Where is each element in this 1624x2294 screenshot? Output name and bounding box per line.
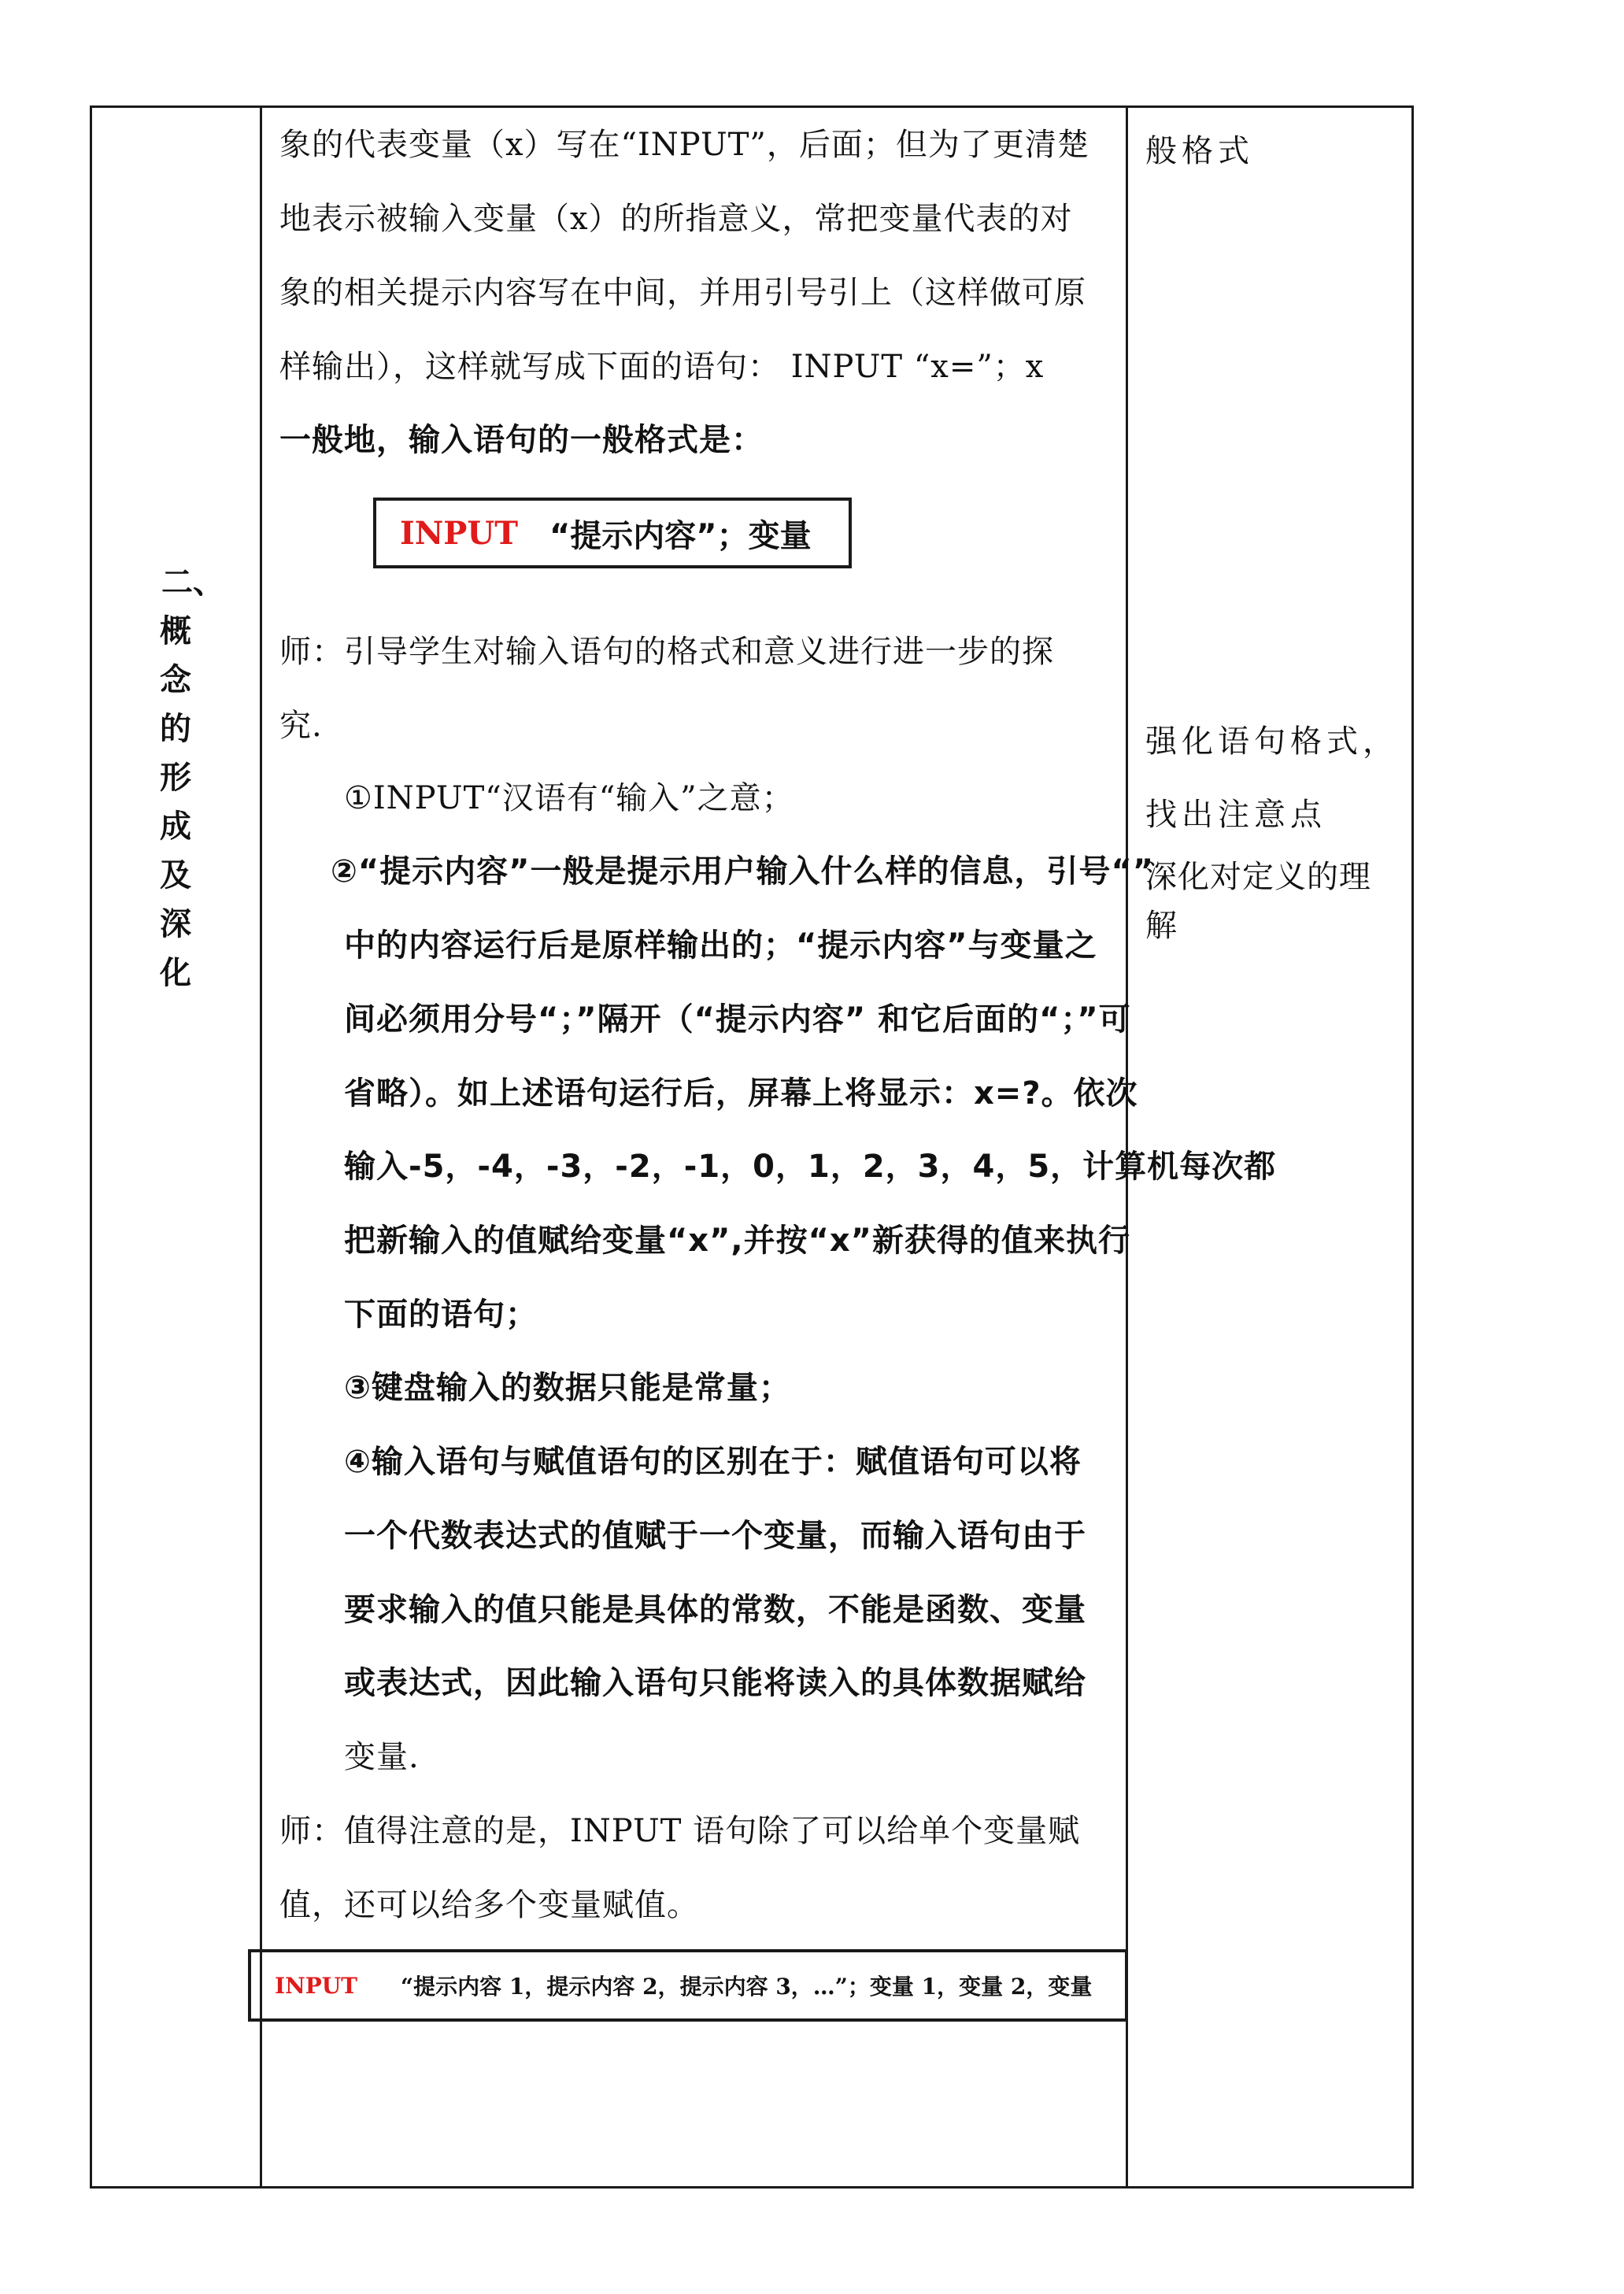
general-format-intro: 一般地，输入语句的一般格式是： <box>279 422 764 458</box>
table-border-bottom <box>90 2186 1414 2189</box>
point-4-line: 或表达式，因此输入语句只能将读入的具体数据赋给 <box>344 1665 1086 1701</box>
point-2-line: 省略）。如上述语句运行后，屏幕上将显示：x=?。依次 <box>344 1075 1138 1112</box>
note-line: 强化语句格式， <box>1145 723 1399 760</box>
paragraph-line: 地表示被输入变量（x）的所指意义，常把变量代表的对 <box>279 201 1073 237</box>
teacher-line: 师：值得注意的是，INPUT 语句除了可以给单个变量赋 <box>279 1813 1081 1849</box>
note-line: 解 <box>1145 908 1182 944</box>
point-2-line: 下面的语句； <box>344 1297 538 1333</box>
paragraph-line: 象的相关提示内容写在中间，并用引号引上（这样做可原 <box>279 275 1086 311</box>
point-2-line: 输入-5，-4，-3，-2，-1，0，1，2，3，4，5，计算机每次都 <box>344 1149 1277 1185</box>
section-char: 概 <box>160 613 191 649</box>
point-4-line: 一个代数表达式的值赋于一个变量，而输入语句由于 <box>344 1518 1086 1554</box>
teacher-line: 究. <box>279 708 323 744</box>
point-2-line: 把新输入的值赋给变量“x”,并按“x”新获得的值来执行 <box>344 1223 1130 1259</box>
section-char: 的 <box>160 711 191 747</box>
table-divider-1 <box>260 105 262 2189</box>
point-4-line: ④输入语句与赋值语句的区别在于：赋值语句可以将 <box>344 1444 1082 1480</box>
section-char: 成 <box>160 808 191 845</box>
section-char: 及 <box>160 857 191 894</box>
point-4-line: 变量. <box>344 1739 420 1775</box>
input-format-box <box>373 498 852 568</box>
teacher-line: 师：引导学生对输入语句的格式和意义进行进一步的探 <box>279 634 1054 670</box>
section-char: 念 <box>160 662 191 698</box>
point-2-line: 间必须用分号“；”隔开（“提示内容” 和它后面的“；”可 <box>344 1001 1131 1038</box>
point-2-line: 中的内容运行后是原样输出的；“提示内容”与变量之 <box>344 927 1097 964</box>
table-border-top <box>90 105 1414 108</box>
point-2-line: ②“提示内容”一般是提示用户输入什么样的信息，引号“” <box>331 853 1155 890</box>
format-text: “提示内容”；变量 <box>549 517 812 554</box>
section-char: 二、 <box>161 564 224 601</box>
point-1: ①INPUT“汉语有“输入”之意； <box>344 780 794 816</box>
table-divider-2 <box>1126 105 1128 2189</box>
section-char: 深 <box>160 906 191 942</box>
paragraph-line: 象的代表变量（x）写在“INPUT”，后面；但为了更清楚 <box>279 127 1089 163</box>
table-border-right <box>1411 105 1414 2189</box>
input-keyword: INPUT <box>400 514 518 552</box>
paragraph-line: 样输出），这样就写成下面的语句： INPUT “x=”；x <box>279 349 1045 385</box>
teacher-line: 值，还可以给多个变量赋值。 <box>279 1887 699 1923</box>
multi-input-format-box <box>248 1949 1128 2022</box>
point-4-line: 要求输入的值只能是具体的常数，不能是函数、变量 <box>344 1592 1086 1628</box>
note-line: 深化对定义的理 <box>1145 859 1371 895</box>
section-char: 化 <box>160 955 191 991</box>
input-keyword: INPUT <box>275 1972 357 1999</box>
point-3: ③键盘输入的数据只能是常量； <box>344 1370 791 1406</box>
table-border-left <box>90 105 92 2189</box>
section-char: 形 <box>160 760 191 796</box>
note-top: 般格式 <box>1145 133 1254 169</box>
note-line: 找出注意点 <box>1145 797 1326 833</box>
format-text: “提示内容 1，提示内容 2，提示内容 3，…”；变量 1，变量 2，变量 <box>401 1974 1093 2000</box>
